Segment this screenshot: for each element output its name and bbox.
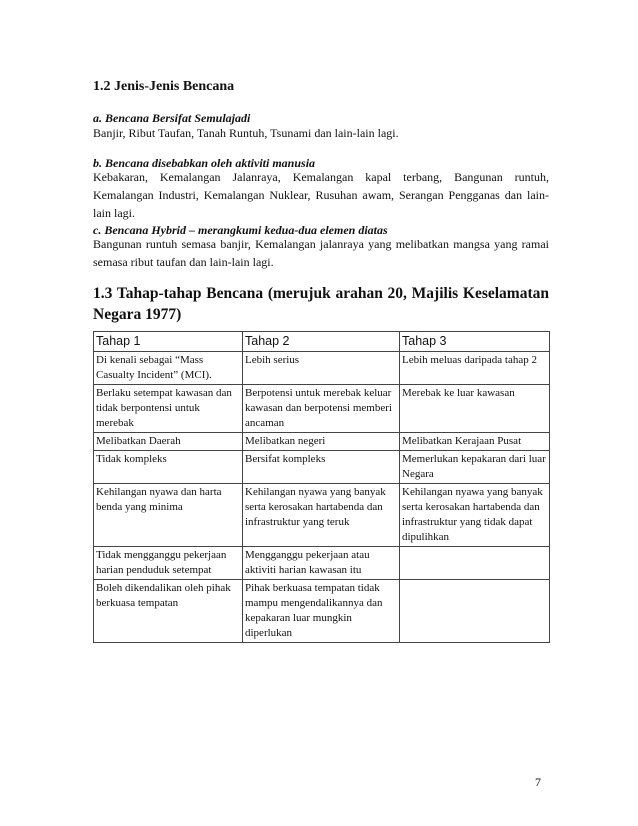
table-cell: Boleh dikendalikan oleh pihak berkuasa tempatan xyxy=(94,580,243,643)
table-cell: Berpotensi untuk merebak keluar kawasan dan berpotensi memberi ancaman xyxy=(243,385,400,433)
table-cell: Melibatkan Kerajaan Pusat xyxy=(400,433,550,451)
table-cell: Memerlukan kepakaran dari luar Negara xyxy=(400,451,550,484)
table-cell: Merebak ke luar kawasan xyxy=(400,385,550,433)
header-tahap-3: Tahap 3 xyxy=(400,332,550,352)
section-1-2-heading: 1.2 Jenis-Jenis Bencana xyxy=(93,79,235,94)
table-cell xyxy=(400,547,550,580)
subsection-b-text: Kebakaran, Kemalangan Jalanraya, Kemalangan kapal terbang, Bangunan runtuh, Kemalangan Industri, Kemalangan Nuklear, Rusuhan awam, Serangan Pengganas dan lain-lain lagi. xyxy=(93,170,549,220)
table-cell: Bersifat kompleks xyxy=(243,451,400,484)
table-cell: Kehilangan nyawa yang banyak serta kerosakan hartabenda dan infrastruktur yang tidak dapat dipulihkan xyxy=(400,484,550,547)
table-row xyxy=(94,484,550,547)
table-cell: Di kenali sebagai “Mass Casualty Incident” (MCI). xyxy=(94,352,243,385)
table-cell: Mengganggu pekerjaan atau aktiviti harian kawasan itu xyxy=(243,547,400,580)
header-tahap-2: Tahap 2 xyxy=(243,332,400,352)
table-cell: Berlaku setempat kawasan dan tidak berpontensi untuk merebak xyxy=(94,385,243,433)
table-cell: Tidak kompleks xyxy=(94,451,243,484)
subsection-a-heading: a. Bencana Bersifat Semulajadi xyxy=(93,111,251,125)
table-row xyxy=(94,547,550,580)
table-cell xyxy=(400,580,550,643)
table-row xyxy=(94,352,550,385)
table-cell: Kehilangan nyawa dan harta benda yang minima xyxy=(94,484,243,547)
table-cell: Lebih serius xyxy=(243,352,400,385)
table-row xyxy=(94,451,550,484)
table-cell: Tidak mengganggu pekerjaan harian penduduk setempat xyxy=(94,547,243,580)
disaster-stages-table xyxy=(93,331,550,643)
table-cell: Lebih meluas daripada tahap 2 xyxy=(400,352,550,385)
page-number: 7 xyxy=(535,775,541,789)
table-row xyxy=(94,580,550,643)
table-cell: Melibatkan Daerah xyxy=(94,433,243,451)
table-cell: Melibatkan negeri xyxy=(243,433,400,451)
table-header-row xyxy=(94,332,550,352)
table-cell: Pihak berkuasa tempatan tidak mampu mengendalikannya dan kepakaran luar mungkin diperlukan xyxy=(243,580,400,643)
header-tahap-1: Tahap 1 xyxy=(94,332,243,352)
table-cell: Kehilangan nyawa yang banyak serta kerosakan hartabenda dan infrastruktur yang teruk xyxy=(243,484,400,547)
subsection-b-heading: b. Bencana disebabkan oleh aktiviti manusia xyxy=(93,156,316,170)
section-1-3-heading: 1.3 Tahap-tahap Bencana (merujuk arahan 20, Majilis Keselamatan Negara 1977) xyxy=(93,285,549,323)
table-row xyxy=(94,433,550,451)
table-row xyxy=(94,385,550,433)
subsection-c-text: Bangunan runtuh semasa banjir, Kemalangan jalanraya yang melibatkan mangsa yang ramai semasa ribut taufan dan lain-lain lagi. xyxy=(93,237,549,269)
subsection-a-text: Banjir, Ribut Taufan, Tanah Runtuh, Tsunami dan lain-lain lagi. xyxy=(93,126,399,140)
subsection-c-heading: c. Bencana Hybrid – merangkumi kedua-dua elemen diatas xyxy=(93,223,388,237)
